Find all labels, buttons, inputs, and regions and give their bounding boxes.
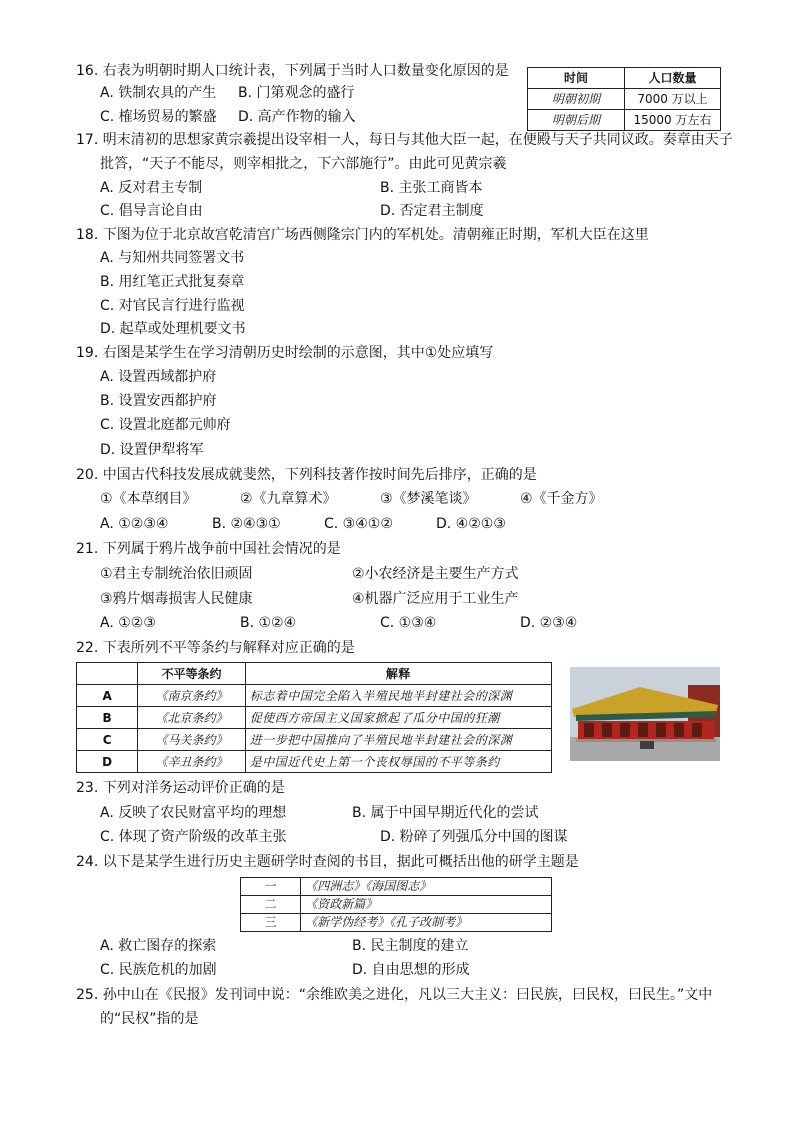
q23-stem: 23. 下列对洋务运动评价正确的是: [76, 780, 285, 796]
table-cell: A: [77, 685, 138, 707]
q21-option-b: B. ①②④: [240, 615, 297, 631]
q19-option-a: A. 设置西域都护府: [100, 369, 217, 385]
table-row: [77, 685, 552, 707]
table-cell: 《南京条约》: [138, 685, 245, 707]
q21-item-2: ②小农经济是主要生产方式: [352, 566, 519, 582]
table-cell: 《北京条约》: [138, 707, 245, 729]
q22-stem: 22. 下表所列不平等条约与解释对应正确的是: [76, 640, 355, 656]
q17-stem-line1: 17. 明末清初的思想家黄宗羲提出设宰相一人，每日与其他大臣一起，在便殿与天子共同议政。奏章由天子: [76, 132, 733, 148]
table-header-row: [77, 663, 552, 685]
q23-option-b: B. 属于中国早期近代化的尝试: [352, 805, 539, 821]
q17-stem-line2: 批答，“天子不能尽，则宰相批之，下六部施行”。由此可见黄宗羲: [100, 156, 507, 172]
q21-item-1: ①君主专制统治依旧顽固: [100, 566, 253, 582]
q20-option-c: C. ③④①②: [324, 516, 393, 532]
table-cell: 7000 万以上: [625, 89, 721, 110]
q21-option-a: A. ①②③: [100, 615, 156, 631]
q23-option-c: C. 体现了资产阶级的改革主张: [100, 829, 287, 845]
q18-option-b: B. 用红笔正式批复奏章: [100, 274, 245, 290]
q17-option-a: A. 反对君主专制: [100, 180, 203, 196]
table-header-cell: 不平等条约: [138, 663, 245, 685]
q18-stem: 18. 下图为位于北京故宫乾清宫广场西侧隆宗门内的军机处。清朝雍正时期，军机大臣在这里: [76, 227, 649, 243]
q24-option-d: D. 自由思想的形成: [352, 962, 470, 978]
table-header-row: [528, 68, 721, 89]
table-header-cell: 解释: [245, 663, 551, 685]
table-cell: B: [77, 707, 138, 729]
q16-stem: 16. 右表为明朝时期人口统计表，下列属于当时人口数量变化原因的是: [76, 63, 509, 79]
table-cell: 《辛丑条约》: [138, 751, 245, 773]
table-row: [241, 878, 552, 896]
q21-item-3: ③鸦片烟毒损害人民健康: [100, 591, 253, 607]
q17-option-b: B. 主张工商皆本: [380, 180, 483, 196]
q18-option-c: C. 对官民言行进行监视: [100, 298, 245, 314]
table-cell: 《四洲志》《海国图志》: [301, 878, 552, 896]
table-cell: D: [77, 751, 138, 773]
grand-council-photo: [570, 667, 720, 761]
q19-option-c: C. 设置北庭都元帅府: [100, 417, 231, 433]
table-cell: 一: [241, 878, 301, 896]
table-cell: 标志着中国完全陷入半殖民地半封建社会的深渊: [245, 685, 551, 707]
q17-option-c: C. 倡导言论自由: [100, 203, 203, 219]
q19-stem: 19. 右图是某学生在学习清朝历史时绘制的示意图，其中①处应填写: [76, 345, 494, 361]
q16-option-a: A. 铁制农具的产生: [100, 85, 217, 101]
q20-stem: 20. 中国古代科技发展成就斐然，下列科技著作按时间先后排序，正确的是: [76, 467, 537, 483]
table-cell: 15000 万左右: [625, 110, 721, 131]
q21-stem: 21. 下列属于鸦片战争前中国社会情况的是: [76, 541, 341, 557]
q20-option-b: B. ②④③①: [212, 516, 281, 532]
table-row: [241, 896, 552, 914]
q23-option-a: A. 反映了农民财富平均的理想: [100, 805, 287, 821]
q16-option-d: D. 高产作物的输入: [238, 109, 356, 125]
table-row: [528, 89, 721, 110]
table-header-cell: [77, 663, 138, 685]
table-cell: 促使西方帝国主义国家掀起了瓜分中国的狂潮: [245, 707, 551, 729]
table-header-cell: 人口数量: [625, 68, 721, 89]
table-cell: 明朝后期: [528, 110, 625, 131]
table-cell: 《马关条约》: [138, 729, 245, 751]
q24-stem: 24. 以下是某学生进行历史主题研学时查阅的书目，据此可概括出他的研学主题是: [76, 854, 579, 870]
q19-option-b: B. 设置安西都护府: [100, 393, 217, 409]
q21-option-d: D. ②③④: [520, 615, 578, 631]
q19-option-d: D. 设置伊犁将军: [100, 442, 204, 458]
treaty-table: [76, 662, 552, 773]
q20-item-4: ④《千金方》: [520, 491, 603, 507]
table-cell: 《资政新篇》: [301, 896, 552, 914]
q20-item-3: ③《梦溪笔谈》: [380, 491, 477, 507]
q21-item-4: ④机器广泛应用于工业生产: [352, 591, 519, 607]
palace-building-image: [570, 667, 720, 761]
q24-option-c: C. 民族危机的加剧: [100, 962, 217, 978]
q16-option-c: C. 榷场贸易的繁盛: [100, 109, 217, 125]
table-cell: 进一步把中国推向了半殖民地半封建社会的深渊: [245, 729, 551, 751]
q24-option-a: A. 救亡图存的探索: [100, 938, 217, 954]
table-row: [77, 729, 552, 751]
table-row: [77, 751, 552, 773]
q17-option-d: D. 否定君主制度: [380, 203, 484, 219]
table-cell: 明朝初期: [528, 89, 625, 110]
table-cell: C: [77, 729, 138, 751]
table-row: [241, 914, 552, 932]
table-row: [528, 110, 721, 131]
q25-stem-line2: 的“民权”指的是: [100, 1011, 199, 1027]
table-cell: 三: [241, 914, 301, 932]
population-table: [527, 67, 721, 131]
table-cell: 《新学伪经考》《孔子改制考》: [301, 914, 552, 932]
q24-option-b: B. 民主制度的建立: [352, 938, 469, 954]
q20-option-a: A. ①②③④: [100, 516, 169, 532]
q20-item-1: ①《本草纲目》: [100, 491, 197, 507]
table-cell: 二: [241, 896, 301, 914]
q18-option-a: A. 与知州共同签署文书: [100, 250, 245, 266]
table-row: [77, 707, 552, 729]
table-cell: 是中国近代史上第一个丧权辱国的不平等条约: [245, 751, 551, 773]
q23-option-d: D. 粉碎了列强瓜分中国的图谋: [380, 829, 568, 845]
q25-stem-line1: 25. 孙中山在《民报》发刊词中说：“余维欧美之进化，凡以三大主义：曰民族，曰民权，曰民生。”文中: [76, 987, 713, 1003]
q20-option-d: D. ④②①③: [436, 516, 506, 532]
book-list-table: [240, 877, 552, 932]
q18-option-d: D. 起草或处理机要文书: [100, 321, 246, 337]
q21-option-c: C. ①③④: [380, 615, 437, 631]
q20-item-2: ②《九章算术》: [240, 491, 337, 507]
q16-option-b: B. 门第观念的盛行: [238, 85, 355, 101]
table-header-cell: 时间: [528, 68, 625, 89]
